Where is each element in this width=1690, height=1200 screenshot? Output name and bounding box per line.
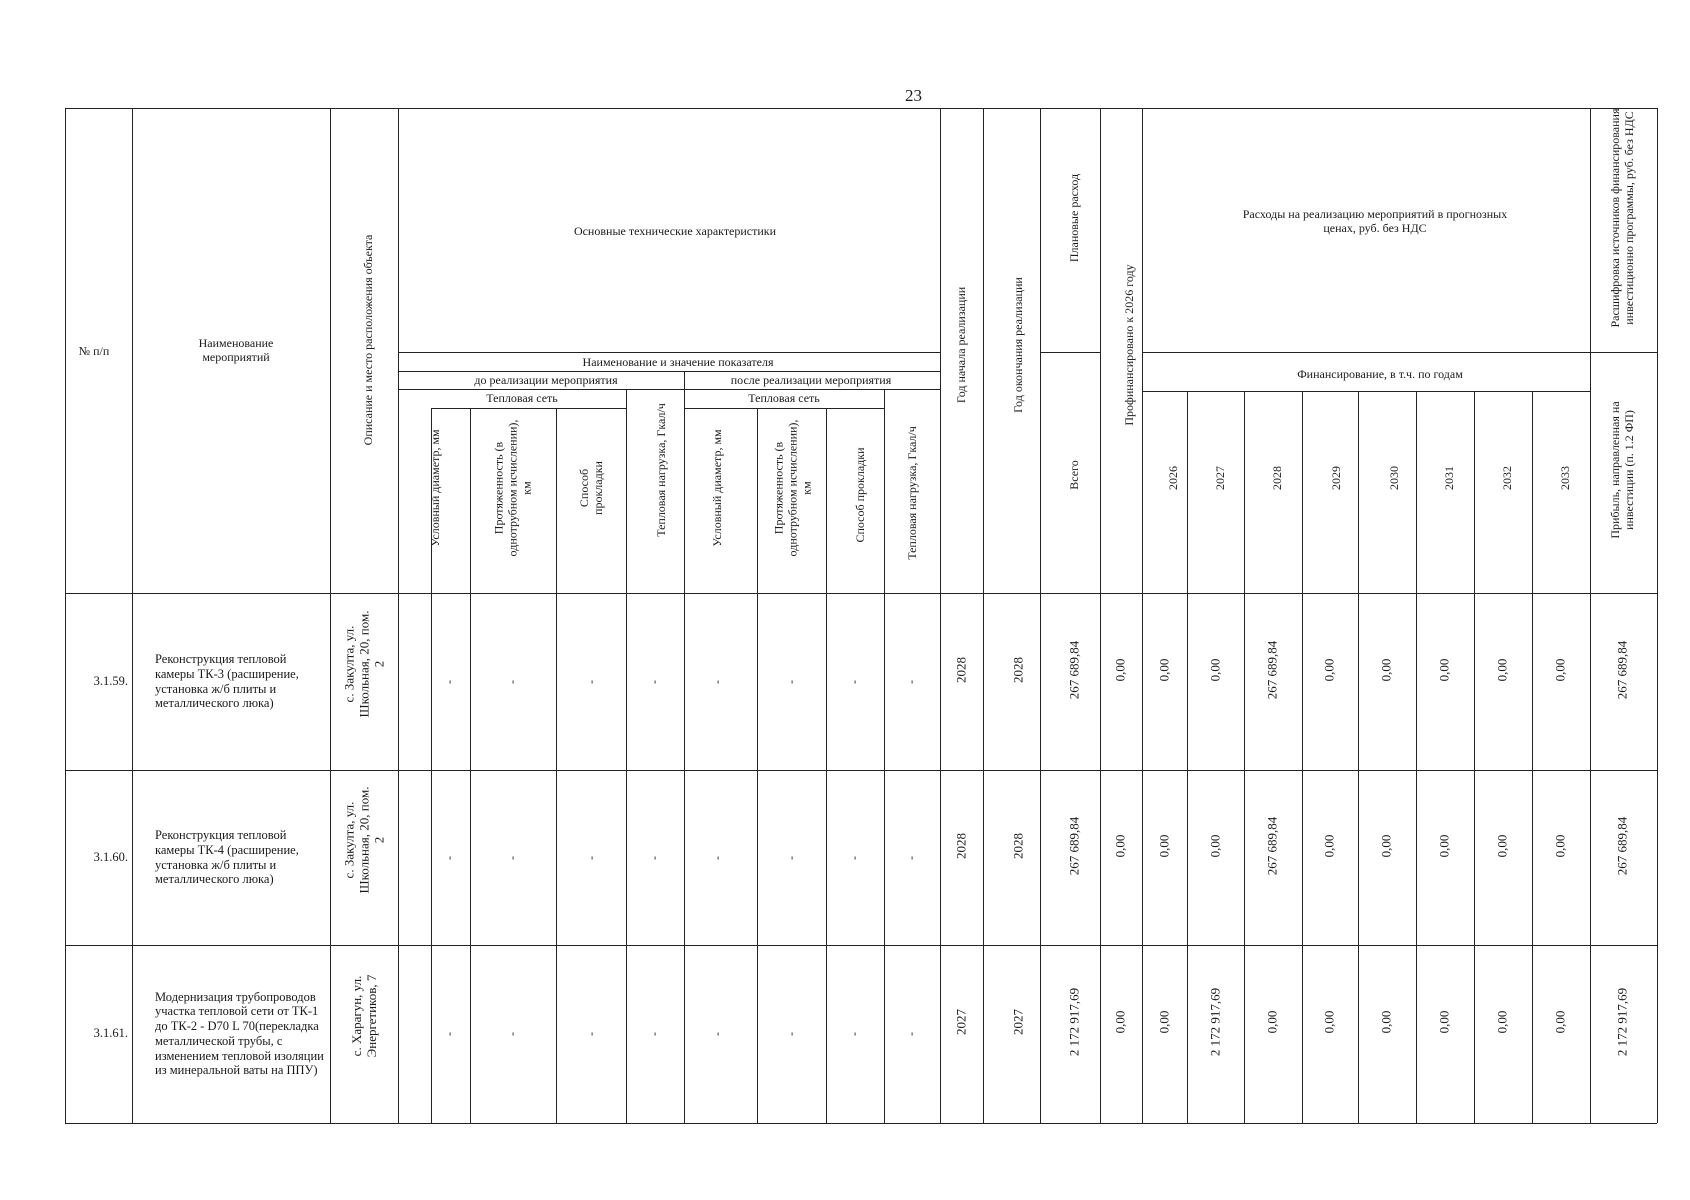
header-start-year: Год начала реализации <box>954 286 969 404</box>
row-name: Реконструкция тепловой камеры ТК-4 (расширение, установка ж/б плиты и металлического люка) <box>155 828 299 887</box>
header-indicator: Наименование и значение показателя <box>582 355 774 369</box>
header-load-before: Тепловая нагрузка, Гкал/ч <box>654 403 669 537</box>
header-year-2029: 2029 <box>1329 466 1344 490</box>
row-year-value: 0,00 <box>1156 834 1172 857</box>
row-end-year: 2028 <box>1010 656 1026 683</box>
grid-line <box>1142 108 1143 1123</box>
header-tech: Основные технические характеристики <box>573 224 777 238</box>
grid-line <box>757 408 758 1123</box>
grid-line <box>1590 108 1591 1123</box>
row-year-value: 0,00 <box>1494 658 1510 681</box>
row-tech-value: - <box>584 1032 599 1036</box>
header-financing: Финансирование, в т.ч. по годам <box>1297 367 1463 381</box>
row-tech-value: - <box>505 1032 520 1036</box>
header-after: после реализации мероприятия <box>730 373 892 387</box>
row-tech-value: - <box>784 679 799 684</box>
row-tech-value: - <box>847 855 862 860</box>
row-start-year: 2027 <box>953 1009 969 1035</box>
grid-line <box>1302 391 1303 1123</box>
row-location: с. Закулта, ул. Школьная, 20, пом. 2 <box>341 786 387 893</box>
header-before: до реализации мероприятия <box>474 373 618 387</box>
header-end-year: Год окончания реализации <box>1011 277 1026 413</box>
header-year-2030: 2030 <box>1387 466 1402 490</box>
row-year-value: 2 172 917,69 <box>1207 987 1223 1057</box>
header-network-before: Тепловая сеть <box>486 391 558 405</box>
row-tech-value: - <box>904 1032 919 1036</box>
header-year-2033: 2033 <box>1558 466 1573 490</box>
grid-line <box>1040 108 1041 1123</box>
grid-line <box>65 593 1657 594</box>
row-number: 3.1.61. <box>93 1026 128 1040</box>
row-number: 3.1.60. <box>93 849 128 864</box>
header-expenses: Расходы на реализацию мероприятий в прогнозных ценах, руб. без НДС <box>1242 207 1508 235</box>
row-prefinanced: 0,00 <box>1112 658 1128 681</box>
row-tech-value: - <box>904 855 919 860</box>
row-location: с. Харагун, ул. Энергетиков, 7 <box>349 974 379 1058</box>
row-name: Модернизация трубопроводов участка тепловой сети от ТК-1 до ТК-2 - D70 L 70(перекладка металлической трубы, с изменением тепловой изоляции из минеральной ваты на ППУ) <box>155 989 324 1078</box>
row-tech-value: - <box>505 855 520 860</box>
row-tech-value: - <box>904 679 919 684</box>
row-location: с. Закулта, ул. Школьная, 20, пом. 2 <box>341 610 387 717</box>
row-year-value: 0,00 <box>1436 658 1452 681</box>
header-length-before: Протяженность (в однотрубном исчислении), км <box>491 419 533 557</box>
grid-line <box>1590 352 1657 353</box>
grid-line <box>65 1123 1657 1124</box>
header-diameter-after: Условный диаметр, мм <box>710 429 725 547</box>
grid-line <box>132 108 133 1123</box>
row-year-value: 0,00 <box>1321 834 1337 857</box>
grid-line <box>1532 391 1533 1123</box>
grid-line <box>1142 352 1590 353</box>
grid-line <box>398 371 940 372</box>
row-tech-value: - <box>647 1032 662 1036</box>
row-number: 3.1.59. <box>93 673 128 688</box>
grid-line <box>556 408 557 1123</box>
grid-line <box>684 408 884 409</box>
grid-line <box>398 108 399 1123</box>
row-tech-value: - <box>442 679 457 684</box>
row-year-value: 267 689,84 <box>1264 640 1280 699</box>
grid-line <box>1358 391 1359 1123</box>
row-year-value: 0,00 <box>1494 834 1510 857</box>
row-tech-value: - <box>710 1032 725 1036</box>
grid-line <box>1040 352 1100 353</box>
grid-line <box>1142 391 1590 392</box>
header-year-2028: 2028 <box>1270 466 1285 490</box>
row-year-value: 0,00 <box>1552 834 1568 857</box>
row-end-year: 2027 <box>1010 1009 1026 1035</box>
grid-line <box>1416 391 1417 1123</box>
header-year-2027: 2027 <box>1213 466 1228 490</box>
row-tech-value: - <box>710 855 725 860</box>
grid-line <box>470 408 471 1123</box>
row-end-year: 2028 <box>1010 832 1026 859</box>
row-year-value: 0,00 <box>1378 658 1394 681</box>
row-year-value: 0,00 <box>1156 658 1172 681</box>
row-year-value: 0,00 <box>1321 658 1337 681</box>
row-profit: 267 689,84 <box>1614 640 1630 699</box>
grid-line <box>398 389 940 390</box>
row-prefinanced: 0,00 <box>1112 1010 1128 1034</box>
header-load-after: Тепловая нагрузка, Гкал/ч <box>905 426 920 560</box>
grid-line <box>826 408 827 1123</box>
header-profit: Прибыль, направленная на инвестиции (п. 1.2 ФП) <box>1608 401 1636 539</box>
row-start-year: 2028 <box>953 656 969 683</box>
header-location: Описание и место расположения объекта <box>361 234 376 446</box>
row-tech-value: - <box>505 679 520 684</box>
row-start-year: 2028 <box>953 832 969 859</box>
grid-line <box>65 108 66 1123</box>
row-tech-value: - <box>584 855 599 860</box>
grid-line <box>1657 108 1658 1123</box>
row-year-value: 0,00 <box>1552 1010 1568 1034</box>
row-year-value: 0,00 <box>1156 1010 1172 1034</box>
row-tech-value: - <box>647 679 662 684</box>
grid-line <box>1474 391 1475 1123</box>
row-profit: 267 689,84 <box>1614 816 1630 875</box>
header-prefinanced: Профинансировано к 2026 году <box>1122 264 1137 426</box>
row-year-value: 0,00 <box>1436 1010 1452 1034</box>
header-year-2026: 2026 <box>1166 466 1181 490</box>
grid-line <box>65 770 1657 771</box>
grid-line <box>330 108 331 1123</box>
row-year-value: 0,00 <box>1436 834 1452 857</box>
header-network-after: Тепловая сеть <box>748 391 820 405</box>
header-laying-before: Способ прокладки <box>577 461 605 515</box>
header-diameter-before: Условный диаметр, мм <box>428 429 443 547</box>
row-year-value: 0,00 <box>1264 1010 1280 1034</box>
row-tech-value: - <box>584 679 599 684</box>
grid-line <box>65 945 1657 946</box>
row-year-value: 0,00 <box>1321 1010 1337 1034</box>
row-year-value: 0,00 <box>1378 834 1394 857</box>
grid-line <box>684 371 685 1123</box>
header-name: Наименование мероприятий <box>198 336 274 364</box>
row-name: Реконструкция тепловой камеры ТК-3 (расширение, установка ж/б плиты и металлического люка) <box>155 652 299 711</box>
row-year-value: 0,00 <box>1207 658 1223 681</box>
row-year-value: 267 689,84 <box>1264 816 1280 875</box>
row-profit: 2 172 917,69 <box>1614 987 1630 1057</box>
row-total: 267 689,84 <box>1066 816 1082 875</box>
row-year-value: 0,00 <box>1378 1010 1394 1034</box>
row-prefinanced: 0,00 <box>1112 834 1128 857</box>
row-tech-value: - <box>710 679 725 684</box>
row-tech-value: - <box>442 1032 457 1036</box>
header-planned: Плановые расход <box>1067 173 1082 263</box>
header-length-after: Протяженность (в однотрубном исчислении), км <box>771 419 813 557</box>
header-laying-after: Способ прокладки <box>853 447 868 543</box>
grid-line <box>626 389 627 1123</box>
row-year-value: 0,00 <box>1207 834 1223 857</box>
grid-line <box>1187 391 1188 1123</box>
grid-line <box>431 408 626 409</box>
row-tech-value: - <box>442 855 457 860</box>
row-tech-value: - <box>784 1032 799 1036</box>
grid-line <box>1244 391 1245 1123</box>
row-total: 2 172 917,69 <box>1066 987 1082 1057</box>
row-year-value: 0,00 <box>1494 1010 1510 1034</box>
page-number: 23 <box>905 86 922 105</box>
row-year-value: 0,00 <box>1552 658 1568 681</box>
grid-line <box>398 352 940 353</box>
grid-line <box>983 108 984 1123</box>
row-tech-value: - <box>847 679 862 684</box>
header-sources: Расшифровка источников финансирования инвестиционно программы, руб. без НДС <box>1608 108 1636 328</box>
header-year-2031: 2031 <box>1442 466 1457 490</box>
row-tech-value: - <box>847 1032 862 1036</box>
grid-line <box>65 108 1657 109</box>
grid-line <box>884 389 885 1123</box>
grid-line <box>940 108 941 1123</box>
row-tech-value: - <box>784 855 799 860</box>
header-total: Всего <box>1067 460 1082 490</box>
header-year-2032: 2032 <box>1500 466 1515 490</box>
header-num: № п/п <box>78 344 110 358</box>
row-tech-value: - <box>647 855 662 860</box>
grid-line <box>1100 108 1101 1123</box>
row-total: 267 689,84 <box>1066 640 1082 699</box>
